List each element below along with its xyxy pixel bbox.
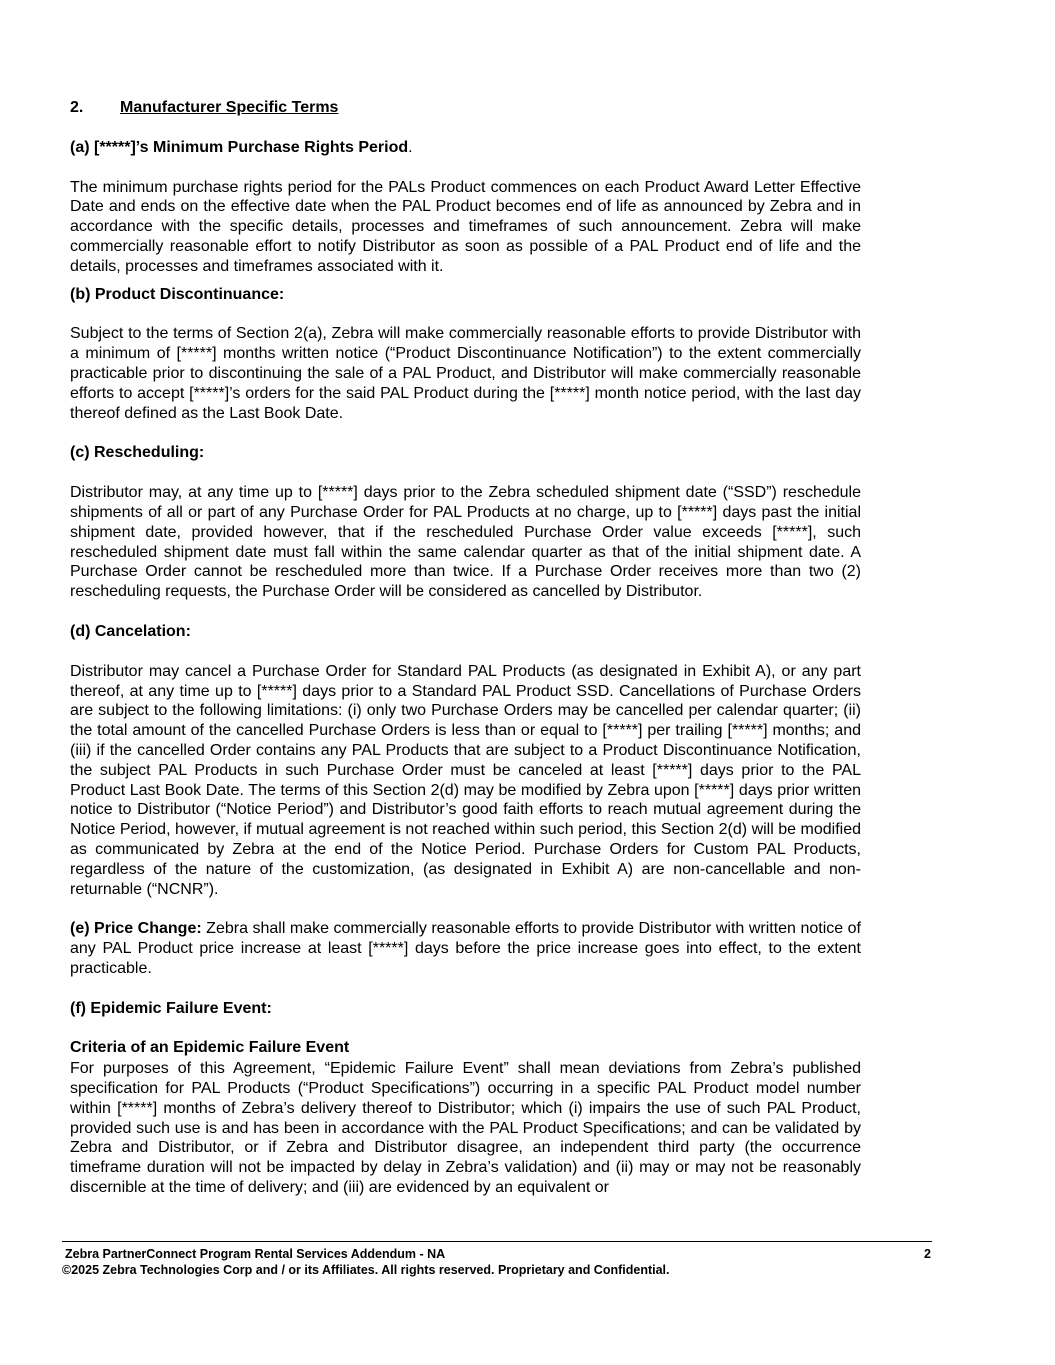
document-body [70,98,861,1198]
subsection-d-heading: (d) Cancelation: [70,622,191,640]
section-title: Manufacturer Specific Terms [120,99,339,116]
subsection-a-title-period: . [408,138,413,156]
section-number: 2. [70,99,84,116]
subsection-a-body: The minimum purchase rights period for the PALs Product commences on each Product Award Letter Effective Date and ends on the effective date when the PAL Product becomes end of life as announced by Zebra and in accordance with the specific details, processes and timeframes of such announcement. Zebra will make commercially reasonable effort to notify Distributor as soon as possible of a PAL Product end of life and the details, processes and timeframes associated with it. [70,178,861,275]
subsection-a-heading [70,138,861,158]
subsection-e-paragraph [70,919,861,978]
subsection-f-subheading: Criteria of an Epidemic Failure Event [70,1039,350,1057]
subsection-e-body: Zebra shall make commercially reasonable efforts to provide Distributor with written notice of any PAL Product price increase at least [*****] days before the price increase goes into effect, to the extent practicable. [70,920,861,977]
section-heading [70,98,861,118]
footer-title: Zebra PartnerConnect Program Rental Services Addendum - NA [65,1247,446,1261]
subsection-c-body: Distributor may, at any time up to [*****] days prior to the Zebra scheduled shipment date (“SSD”) reschedule shipments of all or part of any Purchase Order for PAL Products at no charge, up to [*****] days past the initial shipment date, provided however, that if the rescheduled Purchase Order value exceeds [*****], such rescheduled shipment date must fall within the same calendar quarter as that of the initial shipment date. A Purchase Order cannot be rescheduled more than twice. If a Purchase Order receives more than two (2) rescheduling requests, the Purchase Order will be considered as cancelled by Distributor. [70,484,861,601]
subsection-c-heading: (c) Rescheduling: [70,444,205,462]
subsection-b-body: Subject to the terms of Section 2(a), Zebra will make commercially reasonable efforts to provide Distributor with a minimum of [*****] months written notice (“Product Discontinuance Notification”) to the extent commercially practicable prior to discontinuing the sale of a PAL Product, and Distributor will make commercially reasonable efforts to accept [*****]’s orders for the said PAL Product during the [*****] month notice period, with the last day thereof defined as the Last Book Date. [70,325,861,422]
subsection-f-body: For purposes of this Agreement, “Epidemic Failure Event” shall mean deviations from Zebra’s published specification for PAL Products (“Product Specifications”) occurring in a specific PAL Product model number within [*****] months of Zebra’s delivery thereof to Distributor; which (i) impairs the use of such PAL Product, provided such use is and has been in accordance with the PAL Product Specifications; and can be validated by Zebra and Distributor, or if Zebra and Distributor disagree, an independent third party (the occurrence timeframe duration will not be impacted by delay in Zebra’s validation) and (ii) may or may not be reasonably discernible at the time of delivery; and (iii) are evidenced by an equivalent or [70,1060,861,1197]
subsection-a-title: (a) [*****]’s Minimum Purchase Rights Period [70,138,409,156]
footer-copyright: ©2025 Zebra Technologies Corp and / or its Affiliates. All rights reserved. Proprietary and Confidential. [62,1263,670,1277]
footer-line [65,1247,931,1262]
footer-divider [62,1241,932,1242]
subsection-e-title: (e) Price Change: [70,920,202,938]
subsection-f-heading: (f) Epidemic Failure Event: [70,999,272,1017]
subsection-d-body: Distributor may cancel a Purchase Order for Standard PAL Products (as designated in Exhibit A), or any part thereof, at any time up to [*****] days prior to a Standard PAL Product SSD. Cancellations of Purchase Orders are subject to the following limitations: (i) only two Purchase Orders may be cancelled per calendar quarter; (ii) the total amount of the cancelled Purchase Orders is less than or equal to [*****] per trailing [*****] months; and (iii) if the cancelled Order contains any PAL Products that are subject to a Product Discontinuance Notification, the subject PAL Products in such Purchase Order must be canceled at least [*****] days prior to the PAL Product Last Book Date. The terms of this Section 2(d) may be modified by Zebra upon [*****] days prior written notice to Distributor (“Notice Period”) and Distributor’s good faith efforts to reach mutual agreement during the Notice Period, however, if mutual agreement is not reached within such period, this Section 2(d) will be modified as communicated by Zebra at the end of the Notice Period. Purchase Orders for Custom PAL Products, regardless of the nature of the customization, (as designated in Exhibit A) are non-cancellable and non-returnable (“NCNR”). [70,662,861,898]
page-number: 2 [924,1247,931,1261]
subsection-b-heading: (b) Product Discontinuance: [70,285,285,303]
